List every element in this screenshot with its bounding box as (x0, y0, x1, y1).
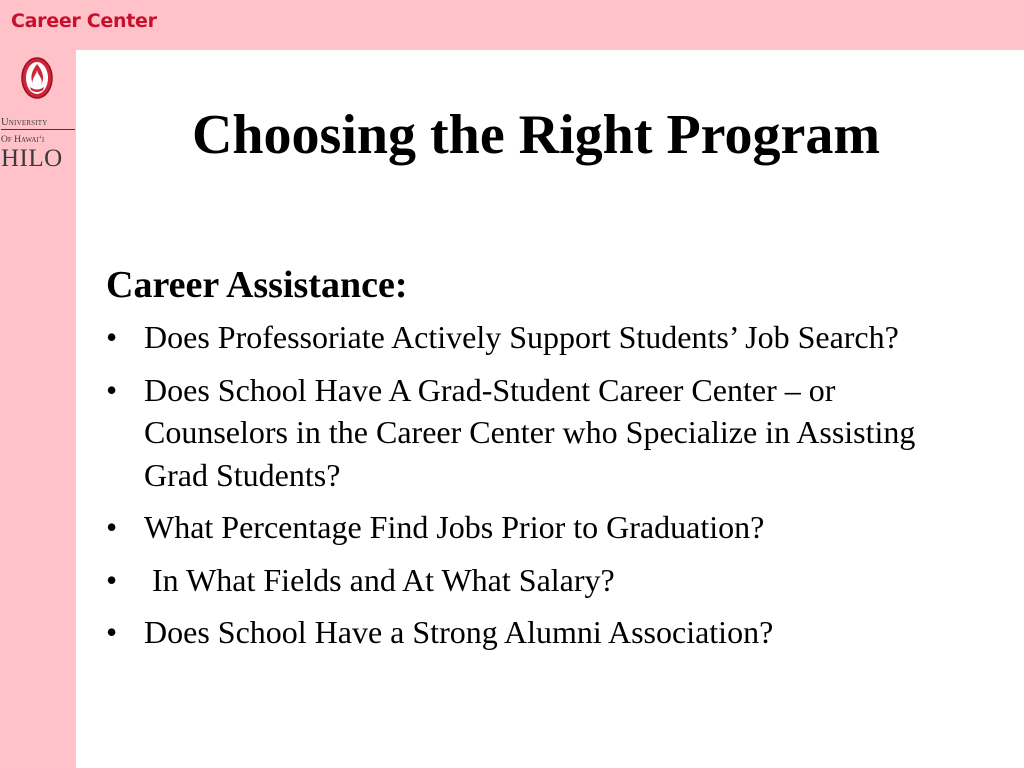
slide-title: Choosing the Right Program (191, 104, 881, 166)
bullet-marker: • (106, 614, 118, 650)
bullet-item (106, 316, 986, 359)
bullet-text: In What Fields and At What Salary? (144, 561, 615, 598)
bullet-marker: • (106, 371, 118, 408)
bullet-item (106, 611, 986, 654)
logo-line-university: University (1, 116, 75, 130)
bullet-text: What Percentage Find Jobs Prior to Graduation? (144, 509, 765, 545)
bullet-text: Does School Have a Strong Alumni Association? (144, 614, 774, 650)
bullet-marker: • (106, 319, 118, 355)
bullet-list (106, 316, 986, 654)
bullet-marker: • (106, 509, 118, 545)
bullet-text: Does School Have A Grad-Student Career Center – or Counselors in the Career Center who Specialize in Assisting Grad Students? (144, 371, 916, 493)
bullet-text: Does Professoriate Actively Support Students’ Job Search? (144, 319, 899, 355)
bullet-item (106, 506, 986, 549)
header-label: Career Center (11, 10, 157, 32)
bullet-item (106, 559, 986, 602)
slide-content (106, 262, 986, 664)
university-logo (1, 116, 75, 172)
logo-line-hawaii: Of Hawaiʻi (1, 135, 45, 145)
flame-seal-icon (19, 55, 55, 101)
bullet-marker: • (106, 561, 118, 598)
bullet-item (106, 369, 986, 497)
logo-line-hilo: HILO (1, 145, 63, 172)
section-heading: Career Assistance: (106, 264, 408, 306)
